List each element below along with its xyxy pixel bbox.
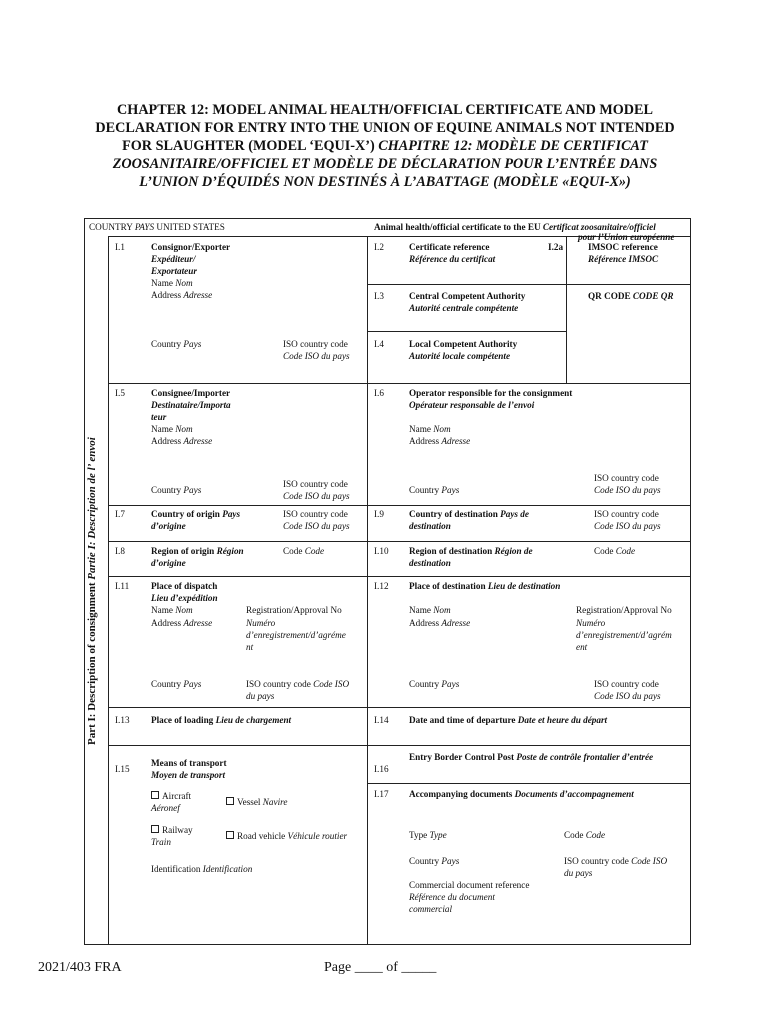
i16-label: Entry Border Control Post Poste de contrôle frontalier d’entrée (409, 752, 654, 762)
i8-code: Code Code (283, 546, 325, 556)
i12-address: Address Adresse (409, 618, 471, 628)
i6-name: Name Nom (409, 424, 451, 434)
field-number-i17: I.17 (374, 789, 389, 799)
field-number-i2a: I.2a (548, 242, 564, 252)
i8-label: Region of origin Région (151, 546, 244, 556)
aircraft-option[interactable]: Aircraft (151, 790, 191, 802)
i12-iso-fr: Code ISO du pays (594, 691, 661, 701)
railway-option-fr: Train (151, 837, 171, 847)
i2-label: Certificate reference (409, 242, 490, 252)
field-number-i1: I.1 (115, 242, 125, 252)
i3-label: Central Competent Authority (409, 291, 526, 301)
i17-iso-fr: du pays (564, 868, 593, 878)
i1-iso-fr: Code ISO du pays (283, 351, 350, 361)
i5-label-fr: Destinataire/Importa (151, 400, 231, 410)
vessel-checkbox[interactable] (226, 797, 234, 805)
part-one-side-label: Part I: Description of consignment Partie I: Description de l’ envoi (86, 437, 98, 745)
i17-iso: ISO country code Code ISO (564, 856, 668, 866)
i9-label: Country of destination Pays de (409, 509, 529, 519)
i11-name: Name Nom (151, 605, 193, 615)
i17-country: Country Pays (409, 856, 460, 866)
i11-country: Country Pays (151, 679, 202, 689)
i6-iso-fr: Code ISO du pays (594, 485, 661, 495)
i5-label: Consignee/Importer (151, 388, 231, 398)
i7-iso: ISO country code (283, 509, 348, 519)
i9-iso: ISO country code (594, 509, 659, 519)
field-number-i5: I.5 (115, 388, 125, 398)
i13-label: Place of loading Lieu de chargement (151, 715, 292, 725)
i11-label-fr: Lieu d’expédition (151, 593, 218, 603)
i7-iso-fr: Code ISO du pays (283, 521, 350, 531)
i1-iso: ISO country code (283, 339, 348, 349)
i7-label-fr: d’origine (151, 521, 186, 531)
field-number-i16: I.16 (374, 764, 389, 774)
field-number-i8: I.8 (115, 546, 125, 556)
field-number-i13: I.13 (115, 715, 130, 725)
i5-country: Country Pays (151, 485, 202, 495)
i11-reg-fr3: nt (246, 642, 254, 652)
i5-address: Address Adresse (151, 436, 213, 446)
i17-commercial: Commercial document reference (409, 880, 530, 890)
i6-label-fr: Opérateur responsable de l’envoi (409, 400, 535, 410)
i17-type: Type Type (409, 830, 447, 840)
i2a-label-fr: Référence IMSOC (588, 254, 659, 264)
aircraft-option-fr: Aéronef (151, 803, 180, 813)
i8-label-fr: d’origine (151, 558, 186, 568)
i17-label: Accompanying documents Documents d’accompagnement (409, 789, 634, 799)
railway-option[interactable]: Railway (151, 824, 193, 836)
i6-address: Address Adresse (409, 436, 471, 446)
i14-label: Date and time of departure Date et heure du départ (409, 715, 608, 725)
road-vehicle-option[interactable]: Road vehicle Véhicule routier (226, 830, 347, 842)
i5-label-fr2: teur (151, 412, 167, 422)
field-number-i12: I.12 (374, 581, 389, 591)
i12-reg: Registration/Approval No (576, 605, 672, 615)
i12-country: Country Pays (409, 679, 460, 689)
road-vehicle-checkbox[interactable] (226, 831, 234, 839)
field-number-i3: I.3 (374, 291, 384, 301)
aircraft-checkbox[interactable] (151, 791, 159, 799)
i3-label-fr: Autorité centrale compétente (409, 303, 519, 313)
i6-country: Country Pays (409, 485, 460, 495)
field-number-i15: I.15 (115, 764, 130, 774)
i10-label: Region of destination Région de (409, 546, 533, 556)
i11-iso: ISO country code Code ISO (246, 679, 350, 689)
i12-reg-fr2: d’enregistrement/d’agrém (576, 630, 672, 640)
i1-label-fr2: Exportateur (151, 266, 197, 276)
field-number-i7: I.7 (115, 509, 125, 519)
i15-label: Means of transport (151, 758, 227, 768)
header-cert-fr: pour l’Union européenne (578, 232, 675, 242)
i7-label: Country of origin Pays (151, 509, 241, 519)
i9-iso-fr: Code ISO du pays (594, 521, 661, 531)
i10-code: Code Code (594, 546, 636, 556)
i5-iso-fr: Code ISO du pays (283, 491, 350, 501)
i12-iso: ISO country code (594, 679, 659, 689)
header-country: COUNTRY PAYS UNITED STATES (89, 222, 225, 232)
i11-reg: Registration/Approval No (246, 605, 342, 615)
i17-code: Code Code (564, 830, 606, 840)
i11-label: Place of dispatch (151, 581, 218, 591)
i2-label-fr: Référence du certificat (409, 254, 496, 264)
i15-identification: Identification Identification (151, 864, 253, 874)
field-number-i11: I.11 (115, 581, 130, 591)
i6-iso: ISO country code (594, 473, 659, 483)
i1-address: Address Adresse (151, 290, 213, 300)
i2a-label: IMSOC reference (588, 242, 658, 252)
title-fr: CHAPITRE 12: MODÈLE DE CERTIFICAT ZOOSANITAIRE/OFFICIEL ET MODÈLE DE DÉCLARATION POUR L’ENTRÉE DANS L’UNION D’ÉQUIDÉS NON DESTINÉS À L’ABATTAGE (MODÈLE «EQUI-X») (112, 138, 658, 190)
i12-name: Name Nom (409, 605, 451, 615)
i11-reg-fr1: Numéro (246, 618, 276, 628)
i6-label: Operator responsible for the consignment (409, 388, 573, 398)
railway-checkbox[interactable] (151, 825, 159, 833)
i12-label: Place of destination Lieu de destination (409, 581, 561, 591)
i12-reg-fr1: Numéro (576, 618, 606, 628)
footer-reference: 2021/403 FRA (38, 960, 122, 975)
i4-label-fr: Autorité locale compétente (409, 351, 511, 361)
i17-commercial-fr2: commercial (409, 904, 453, 914)
document-title (90, 101, 680, 191)
field-number-i2: I.2 (374, 242, 384, 252)
i1-name: Name Nom (151, 278, 193, 288)
vessel-option[interactable]: Vessel Navire (226, 796, 287, 808)
field-number-i9: I.9 (374, 509, 384, 519)
i17-commercial-fr: Référence du document (409, 892, 495, 902)
i9-label-fr: destination (409, 521, 451, 531)
field-number-i10: I.10 (374, 546, 389, 556)
i11-iso-fr: du pays (246, 691, 275, 701)
field-number-i4: I.4 (374, 339, 384, 349)
i11-reg-fr2: d’enregistrement/d’agréme (246, 630, 346, 640)
field-number-i6: I.6 (374, 388, 384, 398)
header-cert-title: Animal health/official certificate to the EU Certificat zoosanitaire/officiel (374, 222, 656, 232)
i11-address: Address Adresse (151, 618, 213, 628)
qr-code-label: QR CODE CODE QR (588, 291, 674, 301)
i5-name: Name Nom (151, 424, 193, 434)
i5-iso: ISO country code (283, 479, 348, 489)
title-en: CHAPTER 12: MODEL ANIMAL HEALTH/OFFICIAL CERTIFICATE AND MODEL DECLARATION FOR ENTRY INTO THE UNION OF EQUINE ANIMALS NOT INTENDED FOR SLAUGHTER (MODEL ‘EQUI-X’) (95, 102, 675, 154)
footer-page-number: Page ____ of _____ (324, 960, 437, 975)
i4-label: Local Competent Authority (409, 339, 518, 349)
i12-reg-fr3: ent (576, 642, 588, 652)
i1-country: Country Pays (151, 339, 202, 349)
i15-label-fr: Moyen de transport (151, 770, 226, 780)
i1-label: Consignor/Exporter (151, 242, 231, 252)
i1-label-fr: Expéditeur/ (151, 254, 196, 264)
i10-label-fr: destination (409, 558, 451, 568)
field-number-i14: I.14 (374, 715, 389, 725)
